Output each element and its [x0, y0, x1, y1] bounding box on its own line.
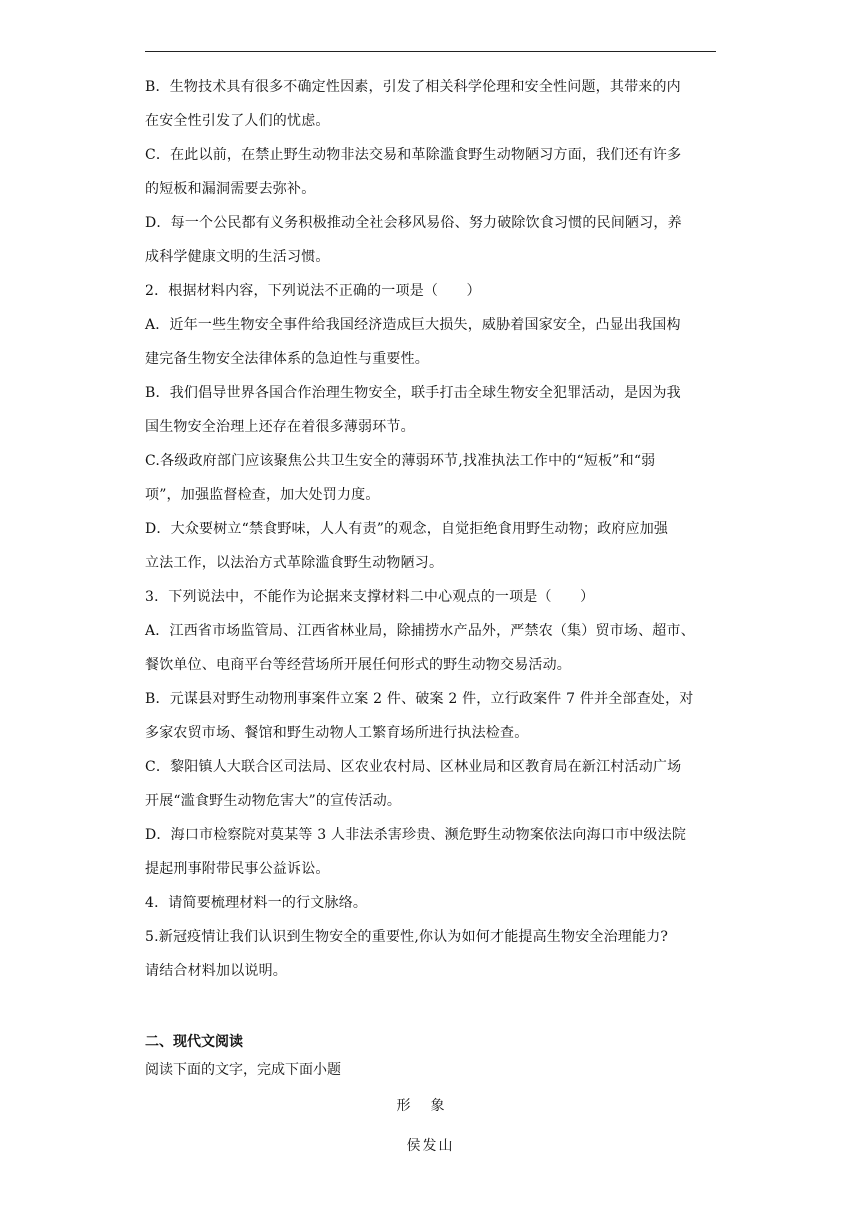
section-intro: 阅读下面的文字，完成下面小题 — [145, 1062, 341, 1078]
text-line: B．我们倡导世界各国合作治理生物安全，联手打击全球生物安全犯罪活动，是因为我 — [145, 385, 681, 401]
text-line: 请结合材料加以说明。 — [145, 963, 287, 979]
text-line: 项”，加强监督检查，加大处罚力度。 — [145, 487, 380, 503]
text-line: 餐饮单位、电商平台等经营场所开展任何形式的野生动物交易活动。 — [145, 657, 571, 673]
text-line: B．元谋县对野生动物刑事案件立案 2 件、破案 2 件，立行政案件 7 件并全部查处，对 — [145, 691, 694, 707]
question-2: 2．根据材料内容，下列说法不正确的一项是（ ） — [145, 283, 481, 299]
text-line: 建完备生物安全法律体系的急迫性与重要性。 — [145, 351, 429, 367]
question-5: 5.新冠疫情让我们认识到生物安全的重要性,你认为如何才能提高生物安全治理能力? — [145, 929, 669, 945]
text-line: B．生物技术具有很多不确定性因素，引发了相关科学伦理和安全性问题，其带来的内 — [145, 79, 681, 95]
section-heading: 二、现代文阅读 — [145, 1034, 243, 1050]
header-rule — [145, 51, 716, 52]
text-line: C．黎阳镇人大联合区司法局、区农业农村局、区林业局和区教育局在新江村活动广场 — [145, 759, 682, 775]
document-body — [145, 70, 716, 1166]
text-line: D．大众要树立“禁食野味，人人有责”的观念，自觉拒绝食用野生动物；政府应加强 — [145, 521, 669, 537]
text-line: C．在此以前，在禁止野生动物非法交易和革除滥食野生动物陋习方面，我们还有许多 — [145, 147, 682, 163]
text-line: A．近年一些生物安全事件给我国经济造成巨大损失，威胁着国家安全，凸显出我国构 — [145, 317, 681, 333]
text-line: D．每一个公民都有义务积极推动全社会移风易俗、努力破除饮食习惯的民间陋习，养 — [145, 215, 682, 231]
text-line: D．海口市检察院对莫某等 3 人非法杀害珍贵、濒危野生动物案依法向海口市中级法院 — [145, 827, 687, 843]
text-line: 提起刑事附带民事公益诉讼。 — [145, 861, 330, 877]
question-3: 3．下列说法中，不能作为论据来支撑材料二中心观点的一项是（ ） — [145, 589, 595, 605]
text-line: 国生物安全治理上还存在着很多薄弱环节。 — [145, 419, 415, 435]
text-line: 的短板和漏洞需要去弥补。 — [145, 181, 316, 197]
text-line: 开展“滥食野生动物危害大”的宣传活动。 — [145, 793, 402, 809]
article-author: 侯发山 — [406, 1138, 455, 1154]
text-line: A．江西省市场监管局、江西省林业局，除捕捞水产品外，严禁农（集）贸市场、超市、 — [145, 623, 695, 639]
section-gap — [145, 988, 716, 1028]
text-line: 成科学健康文明的生活习惯。 — [145, 249, 330, 265]
text-line: 在安全性引发了人们的忧虑。 — [145, 113, 330, 129]
text-line: 多家农贸市场、餐馆和野生动物人工繁育场所进行执法检查。 — [145, 725, 529, 741]
text-line: C.各级政府部门应该聚焦公共卫生安全的薄弱环节,找准执法工作中的“短板”和“弱 — [145, 453, 656, 469]
text-line: 立法工作，以法治方式革除滥食野生动物陋习。 — [145, 555, 444, 571]
article-title: 形象 — [396, 1098, 465, 1114]
question-4: 4．请简要梳理材料一的行文脉络。 — [145, 895, 368, 911]
